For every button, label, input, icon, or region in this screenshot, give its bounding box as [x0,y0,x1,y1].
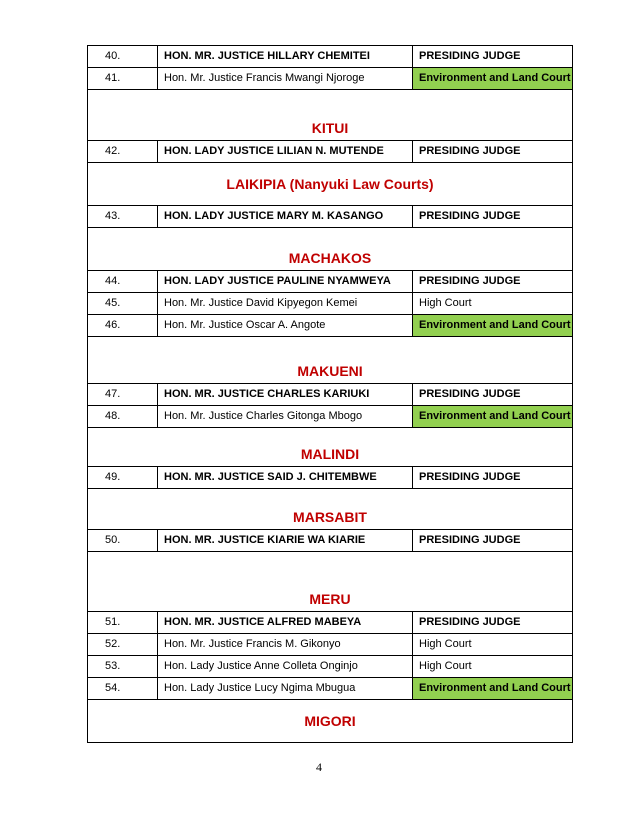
table-row [88,530,573,552]
row-number: 42. [88,141,158,163]
row-number: 41. [88,68,158,90]
table-row [88,678,573,700]
row-number: 43. [88,206,158,228]
row-number: 46. [88,315,158,337]
table-row [88,384,573,406]
court-role: PRESIDING JUDGE [413,612,573,634]
court-role: PRESIDING JUDGE [413,530,573,552]
court-role: Environment and Land Court [413,315,573,337]
court-role: PRESIDING JUDGE [413,467,573,489]
court-role: PRESIDING JUDGE [413,46,573,68]
court-role: High Court [413,293,573,315]
judge-name: Hon. Mr. Justice Charles Gitonga Mbogo [158,406,413,428]
court-role: PRESIDING JUDGE [413,271,573,293]
judge-name: HON. MR. JUSTICE HILLARY CHEMITEI [158,46,413,68]
table-row [88,634,573,656]
section-row-migori [88,700,573,743]
table-row [88,68,573,90]
court-role: PRESIDING JUDGE [413,206,573,228]
section-heading: MAKUENI [88,337,573,384]
court-role: PRESIDING JUDGE [413,141,573,163]
section-heading: KITUI [88,90,573,141]
judge-name: Hon. Mr. Justice Oscar A. Angote [158,315,413,337]
judge-name: Hon. Mr. Justice Francis M. Gikonyo [158,634,413,656]
row-number: 44. [88,271,158,293]
row-number: 53. [88,656,158,678]
court-role: Environment and Land Court [413,678,573,700]
table-row [88,406,573,428]
section-heading: MERU [88,552,573,612]
row-number: 40. [88,46,158,68]
section-row-machakos [88,228,573,271]
row-number: 48. [88,406,158,428]
table-row [88,656,573,678]
judge-name: HON. MR. JUSTICE KIARIE WA KIARIE [158,530,413,552]
row-number: 49. [88,467,158,489]
section-heading: MIGORI [88,700,573,743]
section-row-makueni [88,337,573,384]
court-role: Environment and Land Court [413,68,573,90]
judge-name: Hon. Mr. Justice David Kipyegon Kemei [158,293,413,315]
table-row [88,206,573,228]
judge-name: HON. MR. JUSTICE CHARLES KARIUKI [158,384,413,406]
section-row-kitui [88,90,573,141]
section-row-malindi [88,428,573,467]
table-row [88,46,573,68]
judge-name: Hon. Lady Justice Anne Colleta Onginjo [158,656,413,678]
judge-name: HON. MR. JUSTICE SAID J. CHITEMBWE [158,467,413,489]
court-role: High Court [413,634,573,656]
court-role: PRESIDING JUDGE [413,384,573,406]
table-row [88,141,573,163]
judges-table [87,45,573,743]
judge-name: HON. MR. JUSTICE ALFRED MABEYA [158,612,413,634]
row-number: 51. [88,612,158,634]
row-number: 47. [88,384,158,406]
section-heading: MARSABIT [88,489,573,530]
section-row-laikipia [88,163,573,206]
judge-name: HON. LADY JUSTICE PAULINE NYAMWEYA [158,271,413,293]
court-role: High Court [413,656,573,678]
table-row [88,612,573,634]
row-number: 50. [88,530,158,552]
section-heading: MACHAKOS [88,228,573,271]
judge-name: Hon. Lady Justice Lucy Ngima Mbugua [158,678,413,700]
table-row [88,467,573,489]
judge-name: HON. LADY JUSTICE MARY M. KASANGO [158,206,413,228]
section-heading: MALINDI [88,428,573,467]
row-number: 54. [88,678,158,700]
section-row-meru [88,552,573,612]
row-number: 45. [88,293,158,315]
row-number: 52. [88,634,158,656]
page-number: 4 [316,760,322,774]
judge-name: HON. LADY JUSTICE LILIAN N. MUTENDE [158,141,413,163]
table-row [88,271,573,293]
section-row-marsabit [88,489,573,530]
table-row [88,315,573,337]
table-row [88,293,573,315]
court-role: Environment and Land Court [413,406,573,428]
section-heading: LAIKIPIA (Nanyuki Law Courts) [88,163,573,206]
judge-name: Hon. Mr. Justice Francis Mwangi Njoroge [158,68,413,90]
